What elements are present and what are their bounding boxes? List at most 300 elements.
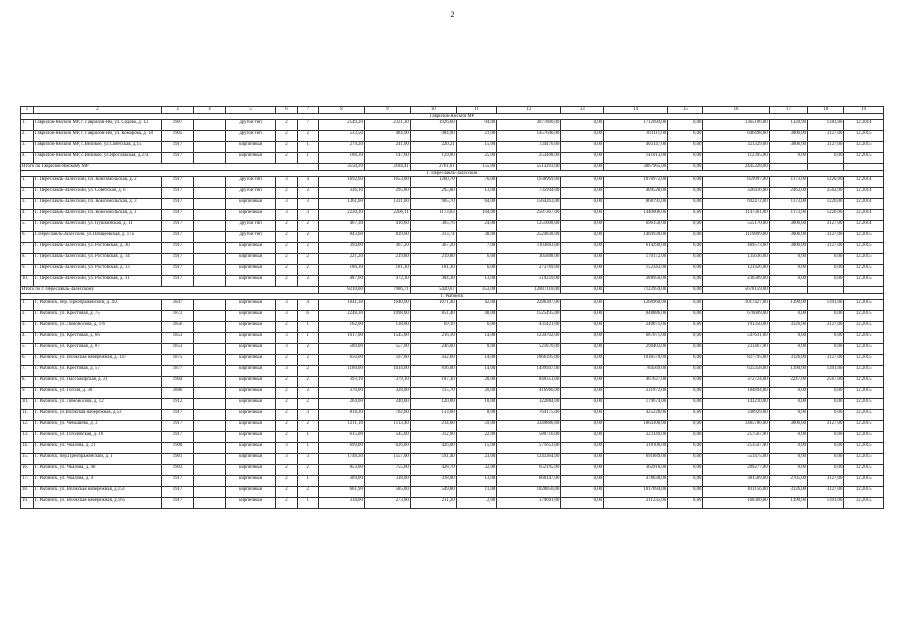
table-cell: 1545,00 <box>364 333 410 344</box>
table-cell: 1147361,00 <box>703 210 769 221</box>
table-cell: 0,00 <box>561 120 604 131</box>
table-cell: 2 <box>276 487 297 498</box>
table-cell: 839,60 <box>364 232 410 243</box>
table-cell: 2567,00 <box>808 377 844 388</box>
table-cell <box>194 243 226 254</box>
table-cell: кирпичный <box>226 322 276 333</box>
table-cell: 8 <box>318 107 364 114</box>
table-cell: 859997,00 <box>703 177 769 188</box>
table-cell: 1. <box>21 300 34 311</box>
table-cell: 597,00 <box>364 355 410 366</box>
table-cell: 0,00 <box>668 377 703 388</box>
table-cell: 1998,00 <box>364 311 410 322</box>
table-cell: 313,74 <box>410 232 456 243</box>
table-cell: 1220,00 <box>808 210 844 221</box>
table-cell: 3067965,00 <box>604 164 668 171</box>
table-cell: 0,00 <box>668 300 703 311</box>
table-cell: 20,00 <box>456 377 497 388</box>
table-cell: 4. <box>21 210 34 221</box>
table-cell: 21,00 <box>456 131 497 142</box>
table-cell: 2562,00 <box>808 188 844 199</box>
table-cell: 0,00 <box>668 177 703 188</box>
table-cell: 2 <box>276 142 297 153</box>
table-cell: 2 <box>297 276 318 287</box>
table-cell <box>194 454 226 465</box>
table-cell: 868791,00 <box>604 199 668 210</box>
table-cell: 3 <box>297 199 318 210</box>
table-cell: 2445328,00 <box>703 164 769 171</box>
table-cell: 661,90 <box>318 487 364 498</box>
table-cell: 0,00 <box>668 498 703 509</box>
table-cell: 264,00 <box>318 399 364 410</box>
table-cell: 1692,60 <box>318 177 364 188</box>
table-cell: 0,00 <box>561 366 604 377</box>
page-number: 2 <box>450 10 455 19</box>
table-cell: 0,00 <box>668 221 703 232</box>
table-cell: 2 <box>297 243 318 254</box>
table-cell: Г. Рыбинск <box>21 294 884 300</box>
table-cell: 318,00 <box>410 476 456 487</box>
table-cell: 1391,00 <box>808 300 844 311</box>
table-cell: 2 <box>297 265 318 276</box>
table-cell: 221,20 <box>318 254 364 265</box>
table-cell: 0,00 <box>769 344 807 355</box>
table-cell: 692472,00 <box>703 199 769 210</box>
table-cell: 533,50 <box>318 131 364 142</box>
table-cell <box>194 421 226 432</box>
table-cell: 843,60 <box>318 232 364 243</box>
table-cell: Г. Рыбинск, ул. Чкалова, д. 4 <box>33 476 161 487</box>
table-cell: 10 <box>410 107 456 114</box>
table-cell: 6,00 <box>456 265 497 276</box>
table-cell: 0,00 <box>561 355 604 366</box>
table-cell: кирпичный <box>226 421 276 432</box>
table-cell: 426,00 <box>410 443 456 454</box>
table-cell: 3006,00 <box>769 243 807 254</box>
table-cell <box>194 377 226 388</box>
table-cell: 2,00 <box>456 498 497 509</box>
table-cell: 112395,00 <box>703 153 769 164</box>
table-cell: 428,70 <box>410 465 456 476</box>
table-cell: 1390,00 <box>769 366 807 377</box>
table-cell: 3 <box>297 454 318 465</box>
table-cell: 19. <box>21 498 34 509</box>
table-cell: 12.2014 <box>844 188 884 199</box>
table-row <box>21 131 884 142</box>
table-cell <box>194 498 226 509</box>
table-cell: 12. <box>21 421 34 432</box>
table-cell: 15. <box>21 454 34 465</box>
table-cell: Г. Рыбинск, пер.Преображенский, д. 1 <box>33 454 161 465</box>
table-cell: 168366,00 <box>703 498 769 509</box>
table-cell: 2 <box>297 366 318 377</box>
table-cell: 246,00 <box>410 344 456 355</box>
table-cell: 9. <box>21 265 34 276</box>
table-cell: кирпичный <box>226 265 276 276</box>
table-cell: 12.2015 <box>844 265 884 276</box>
table-cell: 626,00 <box>364 443 410 454</box>
table-cell: Г. Рыбинск, ул. Чкалова, д. 40 <box>33 465 161 476</box>
table-cell: 0,00 <box>668 432 703 443</box>
table-cell: другой тип <box>226 221 276 232</box>
table-cell: 1173,00 <box>769 210 807 221</box>
table-cell: 230309,00 <box>703 276 769 287</box>
table-cell: 0,00 <box>808 432 844 443</box>
table-cell: 211,20 <box>410 498 456 509</box>
table-cell: 2587367,00 <box>497 210 561 221</box>
table-cell: 32,00 <box>456 465 497 476</box>
table-cell: 1391,00 <box>808 498 844 509</box>
table-cell: 0,00 <box>668 164 703 171</box>
table-cell: 152343,00 <box>604 265 668 276</box>
table-cell: 0,00 <box>561 399 604 410</box>
table-cell <box>194 153 226 164</box>
table-row <box>21 199 884 210</box>
table-cell: кирпичный <box>226 243 276 254</box>
table-cell: 135636,00 <box>703 254 769 265</box>
table-cell: 724476,00 <box>497 142 561 153</box>
table-cell: 816,00 <box>410 366 456 377</box>
table-cell: Г. Переславль-Залесский, ул. Ростовская, д. 30 <box>33 243 161 254</box>
table-cell: 220,21 <box>410 142 456 153</box>
table-cell: 1853 <box>161 344 193 355</box>
table-cell: 1 <box>297 498 318 509</box>
table-cell: 0,00 <box>668 120 703 131</box>
table-cell: 2 <box>276 388 297 399</box>
table-cell <box>844 287 884 294</box>
table-cell <box>808 287 844 294</box>
table-cell: кирпичный <box>226 410 276 421</box>
table-cell: 0,00 <box>561 333 604 344</box>
table-cell: 12.2015 <box>844 333 884 344</box>
table-cell: 0,00 <box>808 465 844 476</box>
table-cell: 2 <box>276 476 297 487</box>
table-cell: 381509,00 <box>703 476 769 487</box>
table-cell: 467,30 <box>318 221 364 232</box>
table-cell: 2 <box>276 322 297 333</box>
table-cell <box>194 120 226 131</box>
table-cell: Г. Рыбинск, ул. Крестовая, д. 66 <box>33 333 161 344</box>
table-cell: 4. <box>21 153 34 164</box>
table-cell: 2206,11 <box>364 210 410 221</box>
table-cell: Г. Рыбинск, ул. Волжская набережная, д.151 <box>33 487 161 498</box>
table-cell: 2220,30 <box>318 210 364 221</box>
table-cell: 12.2015 <box>844 465 884 476</box>
table-cell: 1917 <box>161 265 193 276</box>
table-cell: 12.2015 <box>844 432 884 443</box>
table-cell: 1877 <box>161 366 193 377</box>
table-cell <box>194 311 226 322</box>
table-cell: 162,00 <box>318 322 364 333</box>
table-cell: 0,00 <box>561 221 604 232</box>
table-row <box>21 333 884 344</box>
table-row <box>21 399 884 410</box>
table-cell: 0,00 <box>808 454 844 465</box>
table-cell: 2 <box>297 465 318 476</box>
table-cell: Г.Переславль-Залесский, ул.Плещеевская, д. 17а <box>33 232 161 243</box>
table-cell: 5678159,00 <box>703 287 769 294</box>
table-cell: 1173,83 <box>410 210 456 221</box>
table-cell: 13,00 <box>456 188 497 199</box>
table-cell: 0,00 <box>808 254 844 265</box>
table-cell: Г. Рыбинск, ул. Волжская набережная, д.165 <box>33 498 161 509</box>
table-cell: 3 <box>276 311 297 322</box>
table-cell: 3550,20 <box>318 164 364 171</box>
table-cell: 12.2015 <box>844 487 884 498</box>
table-cell: 12.2014 <box>844 120 884 131</box>
table-cell: 2 <box>276 421 297 432</box>
table-cell: 64,00 <box>456 199 497 210</box>
table-cell: 12.2015 <box>844 454 884 465</box>
table-cell: 3 <box>276 333 297 344</box>
table-cell: 1017427,00 <box>703 300 769 311</box>
table-cell: 18 <box>808 107 844 114</box>
table-cell: 14,00 <box>456 366 497 377</box>
table-cell: 7986,71 <box>364 287 410 294</box>
table-cell: 188,30 <box>318 153 364 164</box>
table-cell: 2 <box>276 265 297 276</box>
table-cell: кирпичный <box>226 199 276 210</box>
table-cell: Г. Рыбинск, ул. Крестовая, д. 75 <box>33 311 161 322</box>
table-cell: кирпичный <box>226 465 276 476</box>
table-cell: кирпичный <box>226 399 276 410</box>
table-cell: 0,00 <box>561 432 604 443</box>
table-cell: 3 <box>276 443 297 454</box>
table-cell: 0,00 <box>769 265 807 276</box>
table-cell <box>194 177 226 188</box>
table-cell: 3 <box>276 177 297 188</box>
table-cell: 2 <box>276 465 297 476</box>
table-cell: 6,00 <box>456 254 497 265</box>
table-cell: 764175,00 <box>497 410 561 421</box>
table-cell: 1847 <box>161 300 193 311</box>
table-cell: 615,00 <box>318 432 364 443</box>
table-cell: 1748,30 <box>318 454 364 465</box>
table-cell: 1917 <box>161 410 193 421</box>
table-cell: кирпичный <box>226 498 276 509</box>
table-cell: 1557,00 <box>364 454 410 465</box>
table-cell: 10,00 <box>456 399 497 410</box>
table-cell: 3126,00 <box>769 355 807 366</box>
table-cell: 211235,00 <box>604 498 668 509</box>
table-cell: 15 <box>668 107 703 114</box>
table-cell: 12.2014 <box>844 221 884 232</box>
table-cell: 489573,00 <box>703 243 769 254</box>
table-cell: 811156,00 <box>703 487 769 498</box>
table-cell: 0,00 <box>561 243 604 254</box>
table-cell: 0,00 <box>668 131 703 142</box>
capital-repair-table <box>20 106 884 509</box>
table-cell: 2 <box>276 355 297 366</box>
table-cell: 372724,00 <box>703 377 769 388</box>
table-cell: 1938969,00 <box>497 177 561 188</box>
table-cell <box>194 265 226 276</box>
table-cell: 25,00 <box>456 153 497 164</box>
table-cell: 0,00 <box>668 399 703 410</box>
table-cell: Г. Рыбинск, ул. Ломоносова, д. 1/6 <box>33 322 161 333</box>
table-cell: 3127,00 <box>808 243 844 254</box>
table-cell: 0,00 <box>769 399 807 410</box>
table-cell: 0,00 <box>561 164 604 171</box>
table-cell: Гаврилов-Ямский МР, г. Гаврилов-Ям, ул. Комарова, д. 18 <box>33 131 161 142</box>
table-cell: 2 <box>297 188 318 199</box>
table-cell: 7. <box>21 243 34 254</box>
table-cell: 323149,00 <box>604 432 668 443</box>
table-cell: 0,00 <box>668 487 703 498</box>
table-cell: 1564263,00 <box>497 199 561 210</box>
table-cell: 3349886,00 <box>497 421 561 432</box>
table-cell: 2 <box>276 131 297 142</box>
table-cell: 2 <box>276 221 297 232</box>
table-cell: 1917 <box>161 232 193 243</box>
table-cell: 848886,00 <box>604 311 668 322</box>
table-row <box>21 465 884 476</box>
table-cell: 2705,00 <box>769 476 807 487</box>
table-cell: 521870,00 <box>497 344 561 355</box>
table-cell: 379,10 <box>364 377 410 388</box>
table-cell: 0,00 <box>668 366 703 377</box>
table-cell: 1 <box>297 142 318 153</box>
table-cell: 3127,00 <box>808 221 844 232</box>
table-cell: 379601,00 <box>497 498 561 509</box>
table-cell: 1917 <box>161 177 193 188</box>
table-cell: другой тип <box>226 188 276 199</box>
table-cell <box>194 322 226 333</box>
table-cell: 1917 <box>161 199 193 210</box>
table-cell: 12.2015 <box>844 344 884 355</box>
table-cell: 1907 <box>161 120 193 131</box>
table-cell: 0,00 <box>769 443 807 454</box>
table-cell: 0,00 <box>561 476 604 487</box>
table-cell: кирпичный <box>226 377 276 388</box>
table-cell: 1251008,00 <box>497 221 561 232</box>
table-cell: 9. <box>21 388 34 399</box>
table-cell: 1390,00 <box>769 498 807 509</box>
table-cell: Г. Переславль-Залесский <box>21 171 884 177</box>
table-cell <box>844 164 884 171</box>
table-cell: 676609,00 <box>703 311 769 322</box>
table-cell: 0,00 <box>769 254 807 265</box>
table-cell: 12 <box>497 107 561 114</box>
table-cell: Гаврилов-Ямский МР, с.Великое, ул.Советская, д.15 <box>33 142 161 153</box>
table-cell: 0,00 <box>668 232 703 243</box>
table-cell: 8,00 <box>456 410 497 421</box>
table-cell: 2. <box>21 131 34 142</box>
table-row <box>21 276 884 287</box>
table-cell: 3 <box>276 199 297 210</box>
table-cell: 3 <box>297 210 318 221</box>
table-cell: 12.2015 <box>844 322 884 333</box>
table-cell: 0,00 <box>808 153 844 164</box>
table-cell: 322884,00 <box>497 399 561 410</box>
table-cell: 3006,00 <box>769 221 807 232</box>
table-cell: 1234702,00 <box>497 333 561 344</box>
table-cell: 295,80 <box>410 188 456 199</box>
table-cell: 2549,20 <box>318 120 364 131</box>
table-cell <box>194 399 226 410</box>
table-cell: 2 <box>276 498 297 509</box>
table-cell: 0,00 <box>561 498 604 509</box>
table-cell: 2 <box>297 344 318 355</box>
table-cell: другой тип <box>226 232 276 243</box>
table-cell: 1640,00 <box>364 300 410 311</box>
table-cell: 416966,00 <box>497 388 561 399</box>
table-cell: 0,00 <box>668 421 703 432</box>
table-cell: 13,00 <box>456 476 497 487</box>
table-cell: 1499947,00 <box>497 366 561 377</box>
table-cell: 1917 <box>161 142 193 153</box>
table-cell: 1173,00 <box>769 177 807 188</box>
table-cell: 231972,00 <box>604 388 668 399</box>
table-cell <box>194 300 226 311</box>
table-cell: 1875 <box>161 355 193 366</box>
table-cell: 0,00 <box>668 322 703 333</box>
table-cell: кирпичный <box>226 366 276 377</box>
table-cell: 1917 <box>161 221 193 232</box>
table-cell: 12.2015 <box>844 142 884 153</box>
table-cell: 699,00 <box>318 443 364 454</box>
table-cell: 11 <box>456 107 497 114</box>
table-cell: 12.2014 <box>844 199 884 210</box>
table-row <box>21 311 884 322</box>
table-cell: 625358,00 <box>703 366 769 377</box>
table-cell: кирпичный <box>226 443 276 454</box>
table-cell: 170172,00 <box>604 254 668 265</box>
table-cell: 120,00 <box>410 399 456 410</box>
table-cell: 0,00 <box>808 410 844 421</box>
table-cell: 571653,00 <box>497 443 561 454</box>
table-cell: 2524838,00 <box>497 232 561 243</box>
table-cell: 1173,00 <box>769 199 807 210</box>
table-cell: 3127,00 <box>808 142 844 153</box>
table-cell: 0,00 <box>668 355 703 366</box>
table-row <box>21 487 884 498</box>
table-cell: 2. <box>21 311 34 322</box>
table-cell: 0,00 <box>561 377 604 388</box>
table-cell: 12.2015 <box>844 232 884 243</box>
table-cell <box>194 432 226 443</box>
table-cell: 0,00 <box>561 131 604 142</box>
table-cell: 393,10 <box>318 377 364 388</box>
table-cell: 11,00 <box>456 487 497 498</box>
table-cell: 409528,00 <box>604 188 668 199</box>
table-cell: 1917 <box>161 476 193 487</box>
table-cell: Гаврилов-Ямский МР <box>21 114 884 120</box>
table-cell: 2 <box>276 188 297 199</box>
table-cell: 7 <box>297 120 318 131</box>
table-cell: 1905 <box>161 131 193 142</box>
table-cell: 0,00 <box>808 388 844 399</box>
table-cell: 6,00 <box>456 322 497 333</box>
table-cell: 0,00 <box>769 432 807 443</box>
table-cell: 478638,00 <box>604 476 668 487</box>
table-cell: 5. <box>21 221 34 232</box>
table-row <box>21 254 884 265</box>
table-cell: кирпичный <box>226 454 276 465</box>
table-cell: 133,00 <box>410 410 456 421</box>
table-cell: 0,00 <box>561 311 604 322</box>
table-cell: другой тип <box>226 120 276 131</box>
table-cell: 219,80 <box>364 254 410 265</box>
table-cell: Г. Рыбинск, ул. Ломоносова, д. 12 <box>33 399 161 410</box>
table-cell: 3126,00 <box>769 322 807 333</box>
table-cell: 0,00 <box>561 254 604 265</box>
table-cell: 0,00 <box>808 265 844 276</box>
table-cell: 12.2015 <box>844 276 884 287</box>
table-cell: 1390,00 <box>769 300 807 311</box>
table-cell: 0,00 <box>668 465 703 476</box>
table-cell: 1917 <box>161 188 193 199</box>
